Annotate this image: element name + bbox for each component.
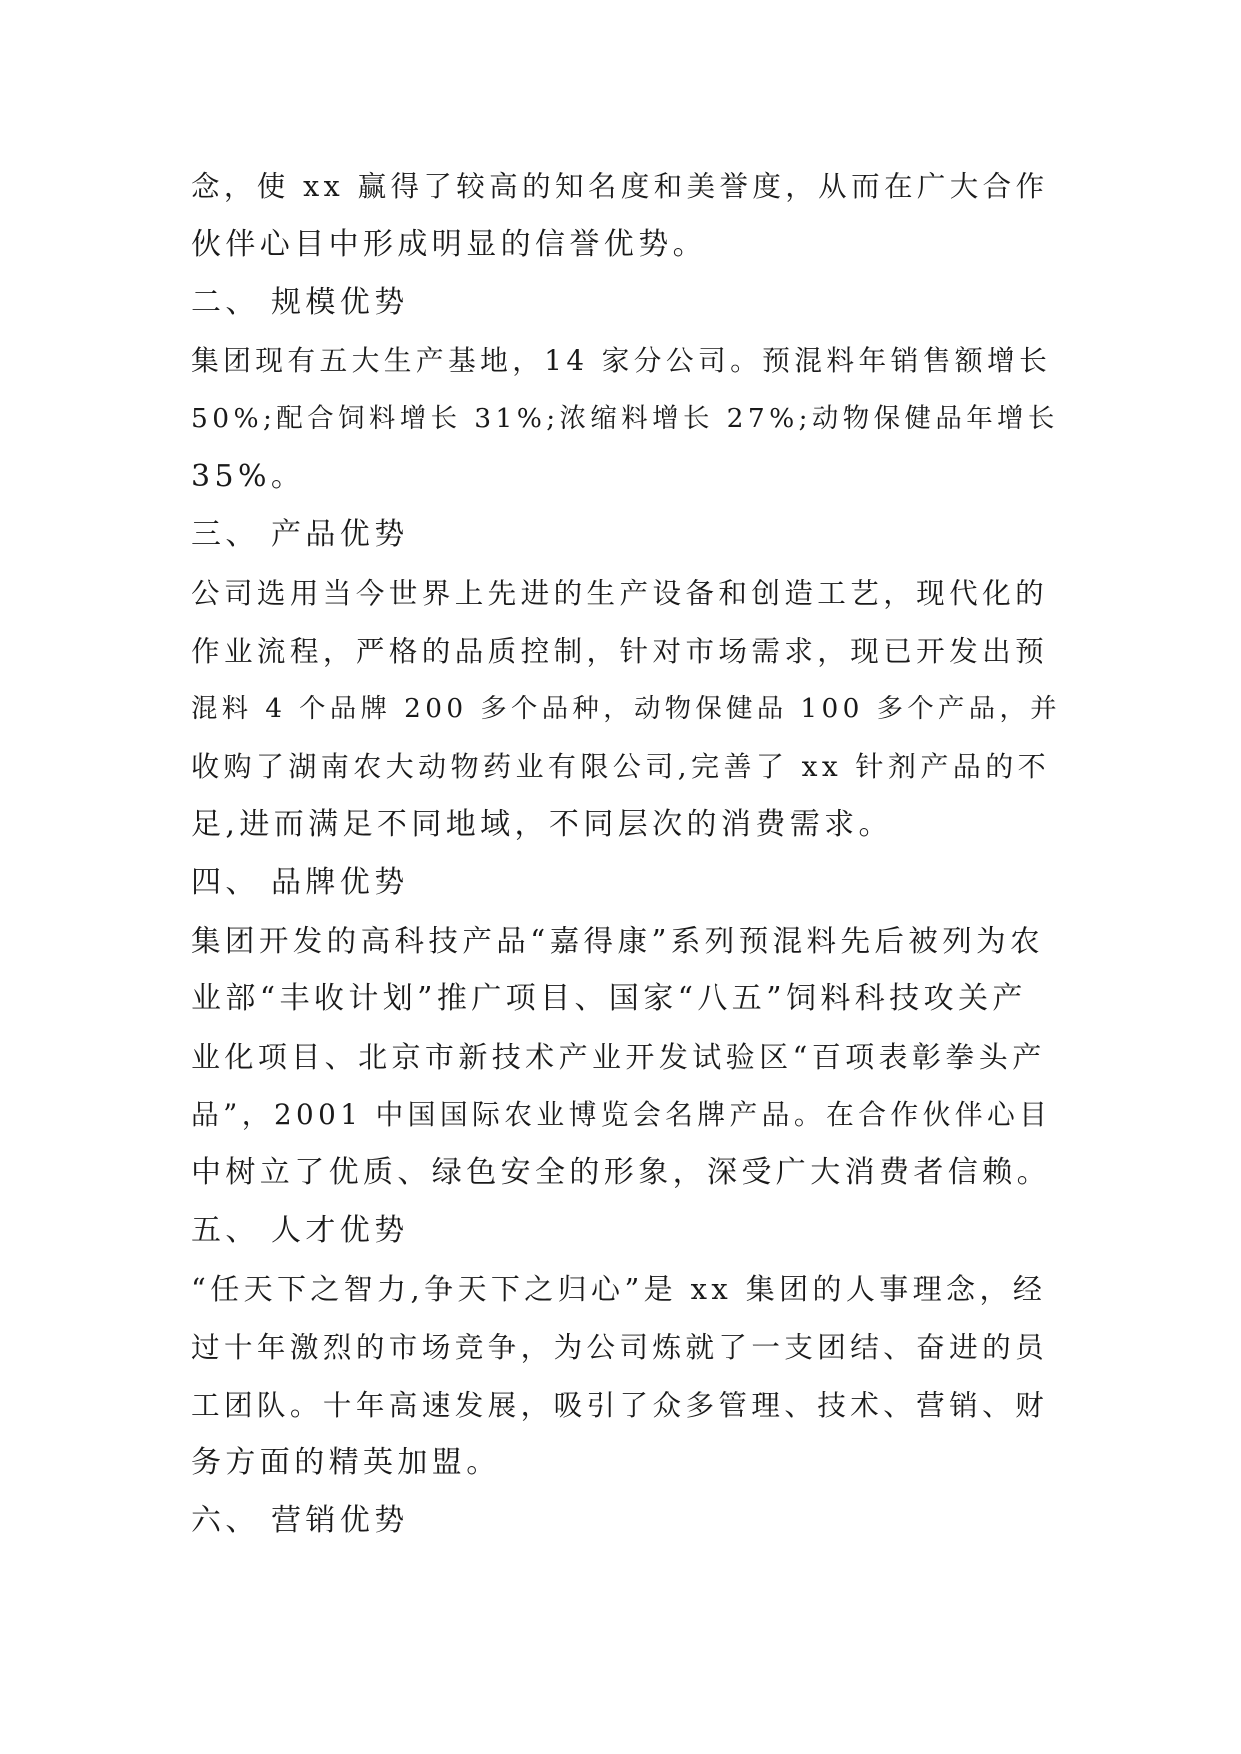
paragraph-line: 混料 4 个品牌 200 多个品种，动物保健品 100 多个产品，并 <box>191 694 1061 724</box>
section-title: 营销优势 <box>271 1503 409 1538</box>
section-title: 规模优势 <box>271 285 409 320</box>
paragraph-line: 集团开发的高科技产品“嘉得康”系列预混料先后被列为农 <box>191 924 1044 958</box>
paragraph-line: 35%。 <box>191 459 306 494</box>
paragraph-line: “任天下之智力,争天下之归心”是 xx 集团的人事理念，经 <box>191 1272 1047 1306</box>
paragraph-line: 作业流程，严格的品质控制，针对市场需求，现已开发出预 <box>191 634 1049 668</box>
paragraph-line: 50%;配合饲料增长 31%;浓缩料增长 27%;动物保健品年增长 <box>191 403 1059 434</box>
section-heading-brand <box>191 854 1051 912</box>
paragraph-line: 业化项目、北京市新技术产业开发试验区“百项表彰拳头产 <box>191 1040 1046 1074</box>
section-title: 人才优势 <box>271 1213 409 1248</box>
section-title: 产品优势 <box>271 517 409 552</box>
paragraph-line: 务方面的精英加盟。 <box>191 1445 501 1480</box>
paragraph-line: 念，使 xx 赢得了较高的知名度和美誉度，从而在广大合作 <box>191 170 1049 203</box>
section-number: 二、 <box>191 285 260 320</box>
paragraph-line: 中树立了优质、绿色安全的形象，深受广大消费者信赖。 <box>191 1155 1051 1190</box>
section-heading-marketing <box>191 1492 1051 1550</box>
paragraph-line: 伙伴心目中形成明显的信誉优势。 <box>191 227 707 262</box>
paragraph-line: 足,进而满足不同地域，不同层次的消费需求。 <box>191 807 893 842</box>
paragraph-line: 公司选用当今世界上先进的生产设备和创造工艺，现代化的 <box>191 576 1049 610</box>
section-number: 五、 <box>191 1213 260 1248</box>
section-number: 三、 <box>191 517 260 552</box>
paragraph-line: 工团队。十年高速发展，吸引了众多管理、技术、营销、财 <box>191 1388 1049 1422</box>
section-number: 四、 <box>191 865 260 900</box>
section-heading-talent <box>191 1202 1051 1260</box>
paragraph-line: 集团现有五大生产基地，14 家分公司。预混料年销售额增长 <box>191 344 1052 377</box>
paragraph-line: 业部“丰收计划”推广项目、国家“八五”饲料科技攻关产 <box>191 981 1027 1016</box>
paragraph-line: 收购了湖南农大动物药业有限公司,完善了 xx 针剂产品的不 <box>191 750 1051 783</box>
section-title: 品牌优势 <box>271 865 409 900</box>
document-body <box>191 158 1061 1550</box>
section-number: 六、 <box>191 1503 260 1538</box>
paragraph-line: 品”，2001 中国国际农业博览会名牌产品。在合作伙伴心目 <box>191 1098 1052 1131</box>
paragraph-line: 过十年激烈的市场竞争，为公司炼就了一支团结、奋进的员 <box>191 1330 1049 1364</box>
section-heading-scale <box>191 274 1051 332</box>
section-heading-product <box>191 506 1051 564</box>
